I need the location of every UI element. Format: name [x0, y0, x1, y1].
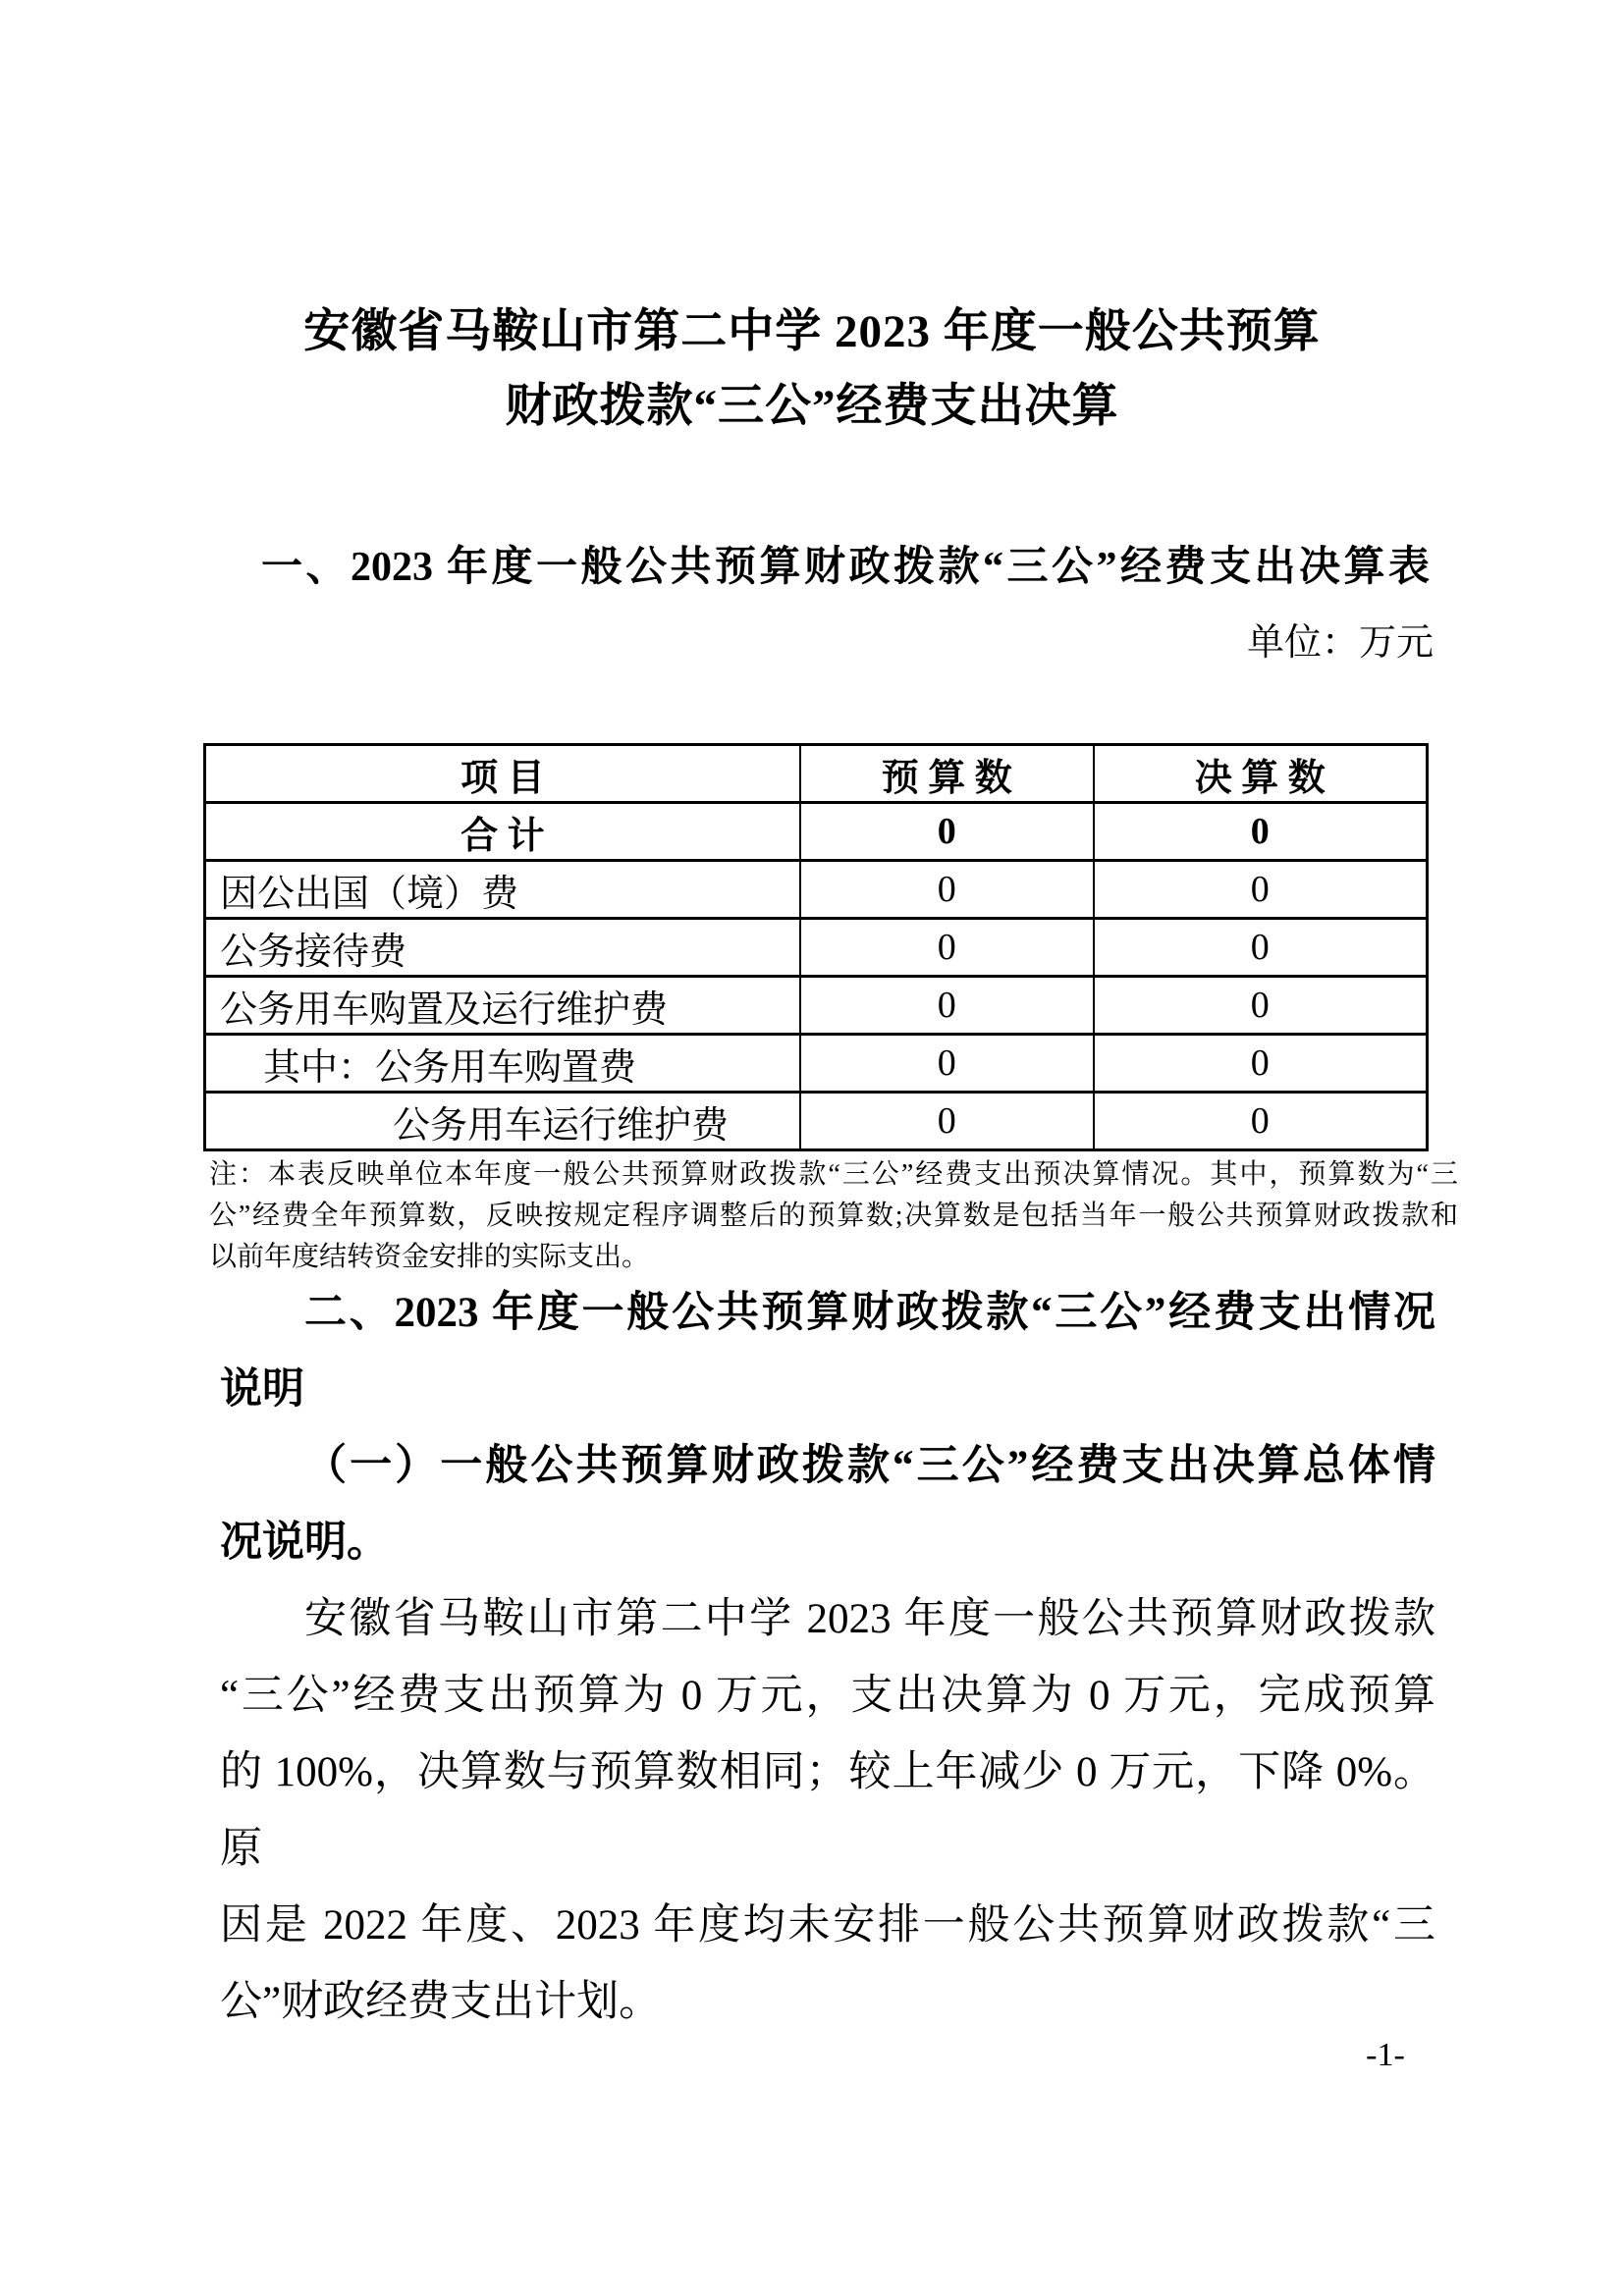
budget-value: 0 — [800, 1035, 1094, 1093]
table-row — [205, 803, 1428, 861]
table-row — [205, 1093, 1428, 1150]
body-text-line: 二、2023 年度一般公共预算财政拨款“三公”经费支出情况 — [304, 1290, 1435, 1336]
body-text-line: 况说明。 — [220, 1520, 389, 1566]
expense-table-wrapper — [203, 743, 1429, 1151]
note-line: 公”经费全年预算数，反映按规定程序调整后的预算数;决算数是包括当年一般公共预算财政拨款和 — [209, 1201, 1458, 1231]
unit-label: 单位：万元 — [1246, 622, 1434, 664]
body-text-line: “三公”经费支出预算为 0 万元，支出决算为 0 万元，完成预算 — [220, 1673, 1435, 1719]
table-row — [205, 861, 1428, 919]
expense-table — [203, 743, 1429, 1151]
table-row — [205, 919, 1428, 977]
row-label: 因公出国（境）费 — [205, 861, 800, 919]
document-title — [0, 294, 1624, 444]
row-label: 其中：公务用车购置费 — [205, 1035, 800, 1093]
column-header-budget: 预 算 数 — [800, 745, 1094, 803]
final-value: 0 — [1094, 1093, 1428, 1150]
body-text-line: 说明 — [220, 1366, 304, 1413]
body-text-line: 公”财政经费支出计划。 — [220, 1979, 662, 2025]
budget-value: 0 — [800, 1093, 1094, 1150]
budget-value: 0 — [800, 977, 1094, 1035]
section2-body — [220, 1275, 1435, 2041]
budget-value: 0 — [800, 861, 1094, 919]
column-header-final: 决 算 数 — [1094, 745, 1428, 803]
body-text-line: 因是 2022 年度、2023 年度均未安排一般公共预算财政拨款“三 — [220, 1902, 1435, 1949]
budget-value: 0 — [800, 919, 1094, 977]
body-text-line: 安徽省马鞍山市第二中学 2023 年度一般公共预算财政拨款 — [304, 1596, 1435, 1642]
row-label: 公务接待费 — [205, 919, 800, 977]
final-value: 0 — [1094, 977, 1428, 1035]
note-line: 以前年度结转资金安排的实际支出。 — [209, 1242, 650, 1272]
row-label: 公务用车购置及运行维护费 — [205, 977, 800, 1035]
table-note — [209, 1154, 1458, 1278]
body-text-line: 的 100%，决算数与预算数相同；较上年减少 0 万元，下降 0%。原 — [220, 1749, 1435, 1872]
document-title-line-2: 财政拨款“三公”经费支出决算 — [505, 381, 1119, 432]
expense-table-body — [205, 803, 1428, 1150]
page-number: -1- — [1366, 2037, 1405, 2073]
section1-heading: 一、2023 年度一般公共预算财政拨款“三公”经费支出决算表 — [261, 545, 1430, 590]
document-title-line-1: 安徽省马鞍山市第二中学 2023 年度一般公共预算 — [303, 306, 1321, 357]
column-header-item: 项 目 — [205, 745, 800, 803]
final-value: 0 — [1094, 1035, 1428, 1093]
row-label: 合 计 — [205, 803, 800, 861]
final-value: 0 — [1094, 919, 1428, 977]
note-line: 注：本表反映单位本年度一般公共预算财政拨款“三公”经费支出预决算情况。其中，预算数为“三 — [209, 1159, 1458, 1190]
table-row — [205, 1035, 1428, 1093]
final-value: 0 — [1094, 861, 1428, 919]
table-row — [205, 977, 1428, 1035]
row-label: 公务用车运行维护费 — [205, 1093, 800, 1150]
budget-value: 0 — [800, 803, 1094, 861]
final-value: 0 — [1094, 803, 1428, 861]
body-text-line: （一）一般公共预算财政拨款“三公”经费支出决算总体情 — [304, 1443, 1435, 1489]
table-header-row — [205, 745, 1428, 803]
